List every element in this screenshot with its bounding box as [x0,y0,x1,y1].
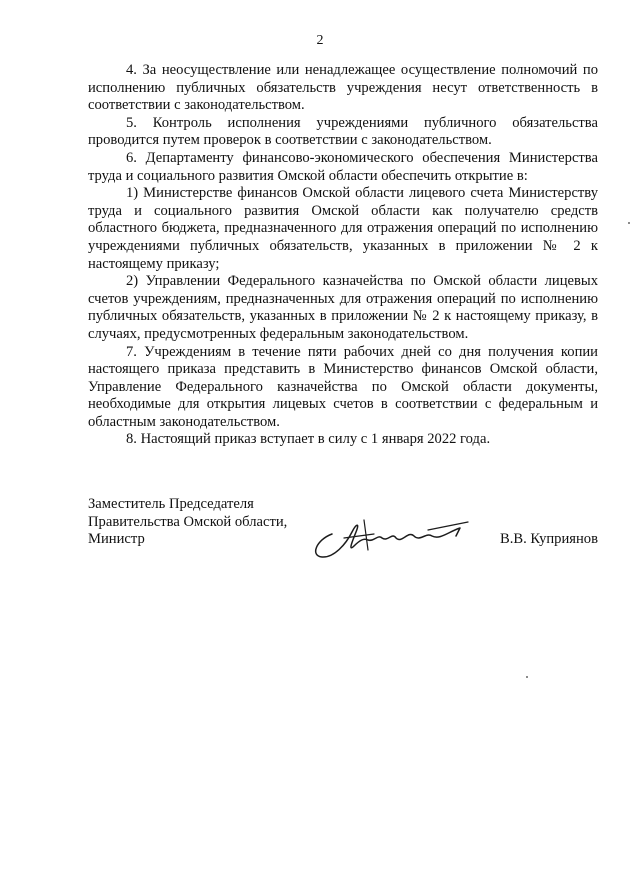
scan-speck [526,676,528,678]
paragraph-7: 7. Учреждениям в течение пяти рабочих дней со дня получения копии настоящего приказа представить в Министерство финансов Омской области, Управление Федерального казначейства по Омской области документы, необходимые для открытия лицевых счетов в соответствии с федеральным и областным законодательством. [88,343,598,430]
signatory-title-line: Министр [88,531,145,548]
paragraph-6-1: 1) Министерстве финансов Омской области лицевого счета Министерству труда и социального развития Омской области как получателю средств областного бюджета, предназначенного для отражения операций по исполнению учреждениями публичных обязательств, указанных в приложении № 2 к настоящему приказу; [88,185,598,272]
paragraph-8: 8. Настоящий приказ вступает в силу с 1 января 2022 года. [126,431,491,448]
paragraph-6-2: 2) Управлении Федерального казначейства по Омской области лицевых счетов учреждениям, предназначенных для отражения операций по исполнению публичных обязательств, указанных в приложении № 2 к настоящему приказу, в случаях, предусмотренных федеральным законодательством. [88,273,598,342]
signature-block [88,496,598,566]
signatory-title-line: Заместитель Председателя [88,496,254,512]
paragraph-4: 4. За неосуществление или ненадлежащее осуществление полномочий по исполнению публичных обязательств учреждения несут ответственность в соответствии с законодательством. [88,62,598,114]
document-body [88,62,598,449]
signatory-title-line: Правительства Омской области, [88,513,288,530]
handwritten-signature [308,510,478,562]
paragraph-6: 6. Департаменту финансово-экономического обеспечения Министерства труда и социального развития Омской области обеспечить открытие в: [88,149,598,184]
page-number: 2 [316,33,324,48]
signatory-name: В.В. Куприянов [500,531,598,547]
paragraph-5: 5. Контроль исполнения учреждениями публичного обязательства проводится путем проверок в соответствии с законодательством. [88,114,598,149]
scan-speck [628,222,630,224]
